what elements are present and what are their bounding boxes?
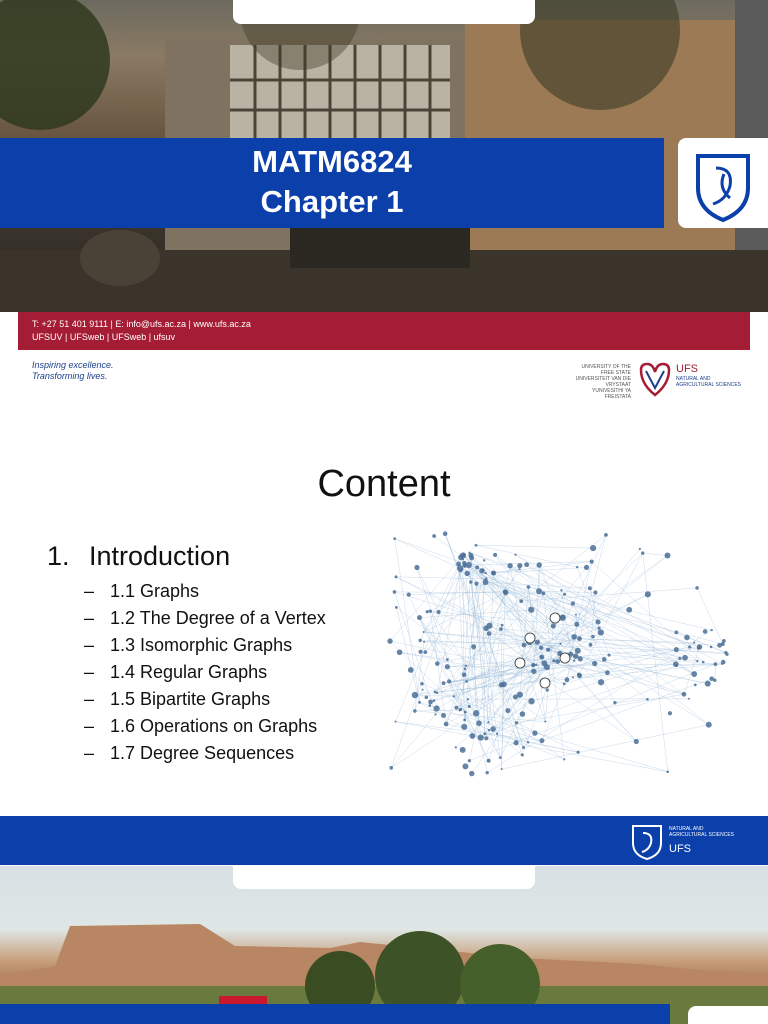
graph-node (434, 705, 440, 711)
graph-node (713, 679, 716, 682)
graph-node (674, 647, 679, 652)
graph-node (571, 601, 575, 605)
graph-node (597, 627, 600, 630)
graph-node (514, 554, 516, 556)
list-item (84, 605, 326, 632)
graph-node (486, 623, 492, 629)
tagline-line-2: Transforming lives. (32, 371, 108, 381)
graph-node (577, 751, 580, 754)
graph-node (694, 683, 697, 686)
graph-node (665, 553, 671, 559)
graph-node (418, 701, 421, 704)
graph-edge (396, 577, 486, 579)
footer-faculty-line-2: AGRICULTURAL SCIENCES (669, 832, 735, 838)
graph-node (394, 575, 397, 578)
graph-node (419, 639, 422, 642)
faculty-name (676, 376, 741, 388)
course-code: MATM6824 (252, 144, 412, 179)
graph-node (484, 736, 488, 740)
graph-node (423, 641, 425, 643)
graph-node (433, 699, 436, 702)
graph-node (462, 763, 468, 769)
graph-node (706, 722, 712, 728)
graph-node (496, 733, 498, 735)
graph-node (493, 553, 497, 557)
graph-node (608, 654, 611, 657)
list-item-text: 1.4 Regular Graphs (110, 662, 268, 682)
graph-node (674, 631, 678, 635)
footer-faculty-line-1: NATURAL AND (669, 826, 704, 832)
graph-node (522, 643, 527, 648)
graph-node (598, 679, 604, 685)
graph-node (524, 562, 529, 567)
graph-node (491, 571, 496, 576)
list-item-text: 1.2 The Degree of a Vertex (110, 608, 326, 628)
graph-node (435, 661, 440, 666)
graph-edge (470, 545, 476, 552)
graph-node (710, 629, 712, 631)
graph-node (434, 690, 437, 693)
footer-faculty (669, 826, 734, 838)
graph-node (693, 642, 695, 644)
graph-node (464, 667, 467, 670)
graph-node (487, 631, 492, 636)
title-slide (0, 0, 768, 432)
graph-node (468, 552, 470, 554)
graph-node (577, 636, 582, 641)
graph-edge (697, 588, 723, 644)
top-tab (233, 866, 535, 889)
graph-edge (467, 573, 680, 658)
graph-node (464, 711, 467, 714)
graph-node (528, 698, 534, 704)
graph-node (429, 609, 432, 612)
graph-node (513, 740, 518, 745)
graph-node (475, 565, 479, 569)
graph-edge (592, 562, 704, 662)
graph-node (389, 766, 393, 770)
graph-node (575, 648, 581, 654)
top-tab (233, 0, 535, 24)
graph-node (539, 654, 544, 659)
graph-hub-node (550, 613, 560, 623)
graph-node (426, 610, 429, 613)
graph-node (461, 724, 467, 730)
graph-node (453, 695, 455, 697)
graph-node (455, 746, 457, 748)
uni-name-2: FREE STATE (600, 370, 631, 376)
graph-node (463, 719, 466, 722)
graph-node (574, 622, 579, 627)
graph-node (555, 659, 560, 664)
graph-node (575, 614, 577, 616)
graph-node (598, 629, 604, 635)
mesa-photo (0, 866, 768, 1024)
graph-node (563, 683, 566, 686)
title-band (0, 1004, 670, 1024)
graph-node (446, 658, 449, 661)
graph-node (487, 759, 491, 763)
list-item-text: 1.1 Graphs (110, 581, 200, 601)
graph-node (577, 673, 581, 677)
graph-node (590, 545, 596, 551)
graph-node (445, 664, 450, 669)
dash-bullet: – (84, 743, 95, 763)
graph-node (539, 646, 543, 650)
graph-node (422, 689, 424, 691)
graph-node (387, 638, 392, 643)
graph-node (695, 586, 699, 590)
graph-node (589, 643, 593, 647)
crest-box (688, 1006, 768, 1024)
graph-node (466, 562, 472, 568)
graph-node (542, 592, 546, 596)
graph-node (515, 721, 518, 724)
graph-node (459, 570, 462, 573)
content-title: Content (317, 463, 451, 505)
graph-node (418, 650, 422, 654)
university-names (565, 364, 631, 400)
graph-node (513, 694, 518, 699)
graph-node (432, 534, 436, 538)
contact-info (32, 318, 251, 344)
graph-node (463, 553, 466, 556)
graph-edge (476, 553, 643, 713)
graph-node (442, 681, 446, 685)
graph-node (469, 580, 472, 583)
graph-node (454, 706, 458, 710)
footer-ufs: UFS (669, 843, 691, 855)
graph-edge (395, 539, 420, 703)
main-list-label: Introduction (89, 541, 231, 571)
graph-node (474, 582, 478, 586)
list-item-text: 1.7 Degree Sequences (110, 743, 295, 763)
graph-edge (485, 734, 578, 752)
graph-edge (437, 568, 460, 693)
chapter-label: Chapter 1 (260, 184, 404, 219)
graph-node (590, 559, 594, 563)
list-item (84, 740, 326, 767)
list-item-text: 1.5 Bipartite Graphs (110, 689, 271, 709)
graph-node (447, 679, 451, 683)
graph-node (572, 676, 574, 678)
graph-node (469, 733, 475, 739)
tagline (32, 360, 114, 382)
list-item (84, 686, 326, 713)
graph-node (519, 599, 523, 603)
graph-edge (476, 545, 593, 548)
main-list-item (47, 541, 230, 572)
graph-edge (501, 629, 593, 637)
dash-bullet: – (84, 662, 95, 682)
graph-hub-node (525, 633, 535, 643)
dash-bullet: – (84, 635, 95, 655)
graph-node (559, 643, 561, 645)
uni-name-6: FREISTATA (604, 394, 631, 400)
graph-node (503, 589, 507, 593)
graph-node (420, 682, 423, 685)
graph-node (501, 624, 504, 627)
graph-node (428, 704, 431, 707)
graph-edge (643, 553, 668, 555)
list-item (84, 578, 326, 605)
graph-node (441, 713, 446, 718)
graph-node (641, 551, 644, 554)
graph-node (499, 756, 502, 759)
graph-edge (391, 714, 435, 767)
graph-node (393, 590, 397, 594)
footer-crest-icon (630, 823, 664, 861)
graph-edge (460, 568, 699, 646)
graph-node (505, 708, 510, 713)
graph-node (678, 657, 681, 660)
graph-node (501, 681, 507, 687)
graph-node (501, 768, 503, 770)
contact-line: T: +27 51 401 9111 | E: info@ufs.ac.za | www.ufs.ac.za (32, 319, 251, 329)
graph-edge (565, 567, 587, 594)
graph-node (483, 732, 486, 735)
graph-node (591, 635, 595, 639)
graph-edge (615, 699, 647, 702)
graph-edge (461, 571, 709, 725)
graph-node (395, 721, 397, 723)
graph-node (437, 610, 441, 614)
graph-edge (561, 590, 570, 654)
graph-node (539, 738, 544, 743)
graph-node (408, 667, 414, 673)
graph-node (443, 531, 448, 536)
graph-node (684, 635, 690, 641)
graph-node (465, 680, 468, 683)
graph-node (499, 627, 503, 631)
graph-node (605, 670, 610, 675)
graph-node (465, 665, 467, 667)
graph-node (613, 701, 616, 704)
graph-node (522, 746, 525, 749)
graph-node (479, 568, 484, 573)
graph-node (721, 642, 725, 646)
graph-node (688, 645, 691, 648)
list-item (84, 632, 326, 659)
graph-node (573, 659, 575, 661)
graph-node (560, 589, 562, 591)
graph-node (428, 700, 433, 705)
content-slide (0, 433, 768, 865)
graph-node (460, 747, 466, 753)
social-line: UFSUV | UFSweb | UFSweb | ufsuv (32, 332, 176, 342)
graph-node (532, 663, 535, 666)
next-slide-preview (0, 866, 768, 1024)
graph-node (682, 692, 687, 697)
graph-node (478, 734, 484, 740)
graph-node (483, 559, 485, 561)
dash-bullet: – (84, 608, 95, 628)
graph-node (563, 593, 566, 596)
graph-node (527, 741, 529, 743)
ufs-crest-icon (678, 138, 768, 228)
graph-node (724, 651, 727, 654)
graph-node (702, 661, 705, 664)
graph-node (544, 721, 546, 723)
graph-node (521, 753, 524, 756)
graph-node (578, 656, 583, 661)
graph-node (634, 739, 639, 744)
graph-hub-node (540, 678, 550, 688)
network-graph-image (380, 523, 730, 783)
graph-node (573, 653, 579, 659)
graph-node (462, 672, 467, 677)
graph-node (528, 607, 534, 613)
graph-node (537, 562, 542, 567)
graph-node (414, 565, 419, 570)
mesa-illustration (0, 866, 768, 1024)
graph-node (487, 721, 489, 723)
graph-node (604, 533, 608, 537)
graph-node (417, 615, 422, 620)
graph-node (425, 696, 429, 700)
graph-node (595, 619, 600, 624)
graph-node (520, 711, 526, 717)
graph-edge (391, 563, 464, 768)
graph-node (696, 660, 698, 662)
graph-node (531, 669, 536, 674)
slide-title (0, 142, 664, 222)
graph-node (444, 722, 449, 727)
graph-node (485, 577, 488, 580)
list-item-text: 1.3 Isomorphic Graphs (110, 635, 293, 655)
graph-edge (577, 549, 640, 624)
graph-node (646, 698, 649, 701)
dash-bullet: – (84, 581, 95, 601)
graph-node (551, 623, 556, 628)
graph-node (668, 711, 672, 715)
dash-bullet: – (84, 689, 95, 709)
graph-edge (517, 694, 684, 723)
graph-node (563, 758, 565, 760)
graph-node (484, 572, 486, 574)
graph-edge (643, 553, 668, 772)
graph-node (571, 634, 577, 640)
graph-node (673, 661, 679, 667)
graph-node (546, 688, 549, 691)
graph-node (593, 590, 597, 594)
dash-bullet: – (84, 716, 95, 736)
graph-node (588, 586, 592, 590)
graph-node (546, 648, 550, 652)
graph-node (468, 705, 471, 708)
crest-box (678, 138, 768, 228)
graph-node (691, 671, 697, 677)
graph-node (602, 657, 607, 662)
graph-node (395, 606, 398, 609)
graph-node (688, 698, 690, 700)
graph-node (532, 730, 537, 735)
graph-node (423, 631, 425, 633)
graph-node (626, 607, 632, 613)
ufs-heart-logo-icon (637, 362, 673, 398)
graph-node (471, 644, 476, 649)
graph-node (584, 565, 589, 570)
graph-node (705, 681, 711, 687)
graph-edge (532, 658, 686, 701)
graph-node (469, 771, 474, 776)
graph-edge (601, 553, 643, 632)
uni-name-5: YUNIVESITHI YA (592, 388, 631, 394)
graph-node (721, 660, 726, 665)
graph-node (592, 661, 597, 666)
list-item (84, 659, 326, 686)
graph-node (423, 650, 427, 654)
uni-name-4: VRYSTAAT (605, 382, 631, 388)
graph-node (407, 593, 411, 597)
graph-node (703, 629, 708, 634)
graph-node (393, 537, 396, 540)
list-item (84, 713, 326, 740)
graph-node (473, 710, 479, 716)
graph-edge (417, 568, 439, 612)
list-item-text: 1.6 Operations on Graphs (110, 716, 318, 736)
ufs-name: UFS (676, 363, 698, 375)
graph-node (639, 548, 641, 550)
graph-edge (521, 588, 697, 601)
graph-node (467, 698, 469, 700)
graph-node (413, 709, 417, 713)
graph-node (714, 662, 718, 666)
graph-node (434, 713, 436, 715)
graph-node (697, 644, 702, 649)
graph-node (490, 726, 496, 732)
sub-list (84, 578, 326, 767)
graph-node (476, 720, 482, 726)
graph-edge (715, 664, 716, 680)
uni-name-1: UNIVERSITY OF THE (581, 364, 631, 370)
uni-name-3: UNIVERSITEIT VAN DIE (575, 376, 631, 382)
graph-node (645, 591, 651, 597)
graph-node (527, 585, 531, 589)
graph-node (565, 677, 570, 682)
graph-node (517, 563, 522, 568)
graph-node (488, 729, 490, 731)
graph-node (541, 660, 547, 666)
graph-node (535, 664, 537, 666)
graph-node (397, 649, 403, 655)
graph-node (535, 639, 540, 644)
graph-edge (419, 618, 466, 682)
graph-node (507, 563, 512, 568)
graph-node (552, 659, 555, 662)
main-list-number: 1. (47, 541, 70, 571)
graph-node (576, 566, 578, 568)
graph-node (710, 646, 713, 649)
graph-node (666, 770, 669, 773)
graph-hub-node (515, 658, 525, 668)
graph-node (412, 692, 418, 698)
graph-node (465, 571, 470, 576)
faculty-line-2: AGRICULTURAL SCIENCES (676, 382, 742, 388)
tagline-line-1: Inspiring excellence. (32, 360, 114, 370)
graph-node (475, 544, 478, 547)
graph-node (468, 759, 471, 762)
graph-node (485, 771, 488, 774)
graph-node (519, 568, 521, 570)
graph-hub-node (560, 653, 570, 663)
graph-node (462, 558, 464, 560)
faculty-line-1: NATURAL AND (676, 376, 711, 382)
graph-node (459, 708, 462, 711)
graph-node (682, 655, 688, 661)
graph-node (536, 588, 542, 594)
